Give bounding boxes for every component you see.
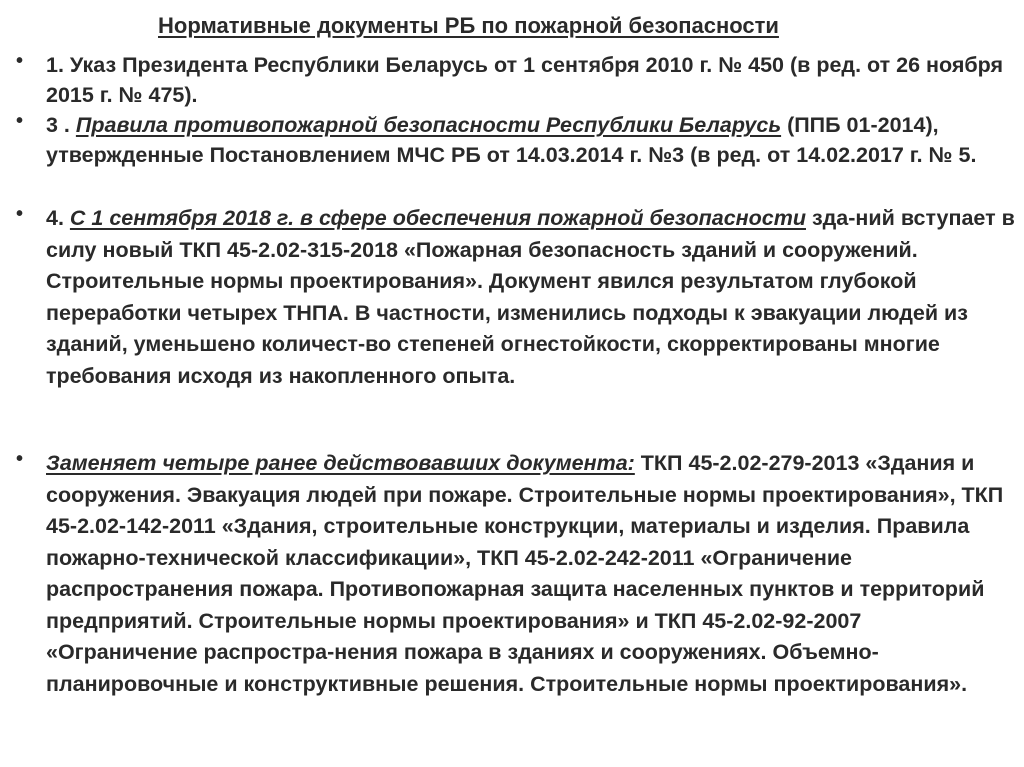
list-item-text (46, 448, 1016, 700)
list-item-text (46, 110, 1016, 170)
list-item (16, 50, 1016, 110)
list-item-text (46, 203, 1016, 392)
emphasized-title: Заменяет четыре ранее действовавших документа: (46, 451, 635, 475)
bullet-marker: • (16, 50, 24, 72)
list-item-text: 1. Указ Президента Республики Беларусь от 1 сентября 2010 г. № 450 (в ред. от 26 ноября 2015 г. № 475). (46, 53, 1004, 107)
list-item (16, 203, 1016, 392)
bullet-marker: • (16, 110, 24, 132)
item-body: ТКП 45-2.02-279-2013 «Здания и сооружения. Эвакуация людей при пожаре. Строительные нормы проектирования», ТКП 45-2.02-142-2011 «Здания, строительные конструкции, материалы и изделия. Правила пожарно-технической классификации», ТКП 45-2.02-242-2011 «Ограничение распространения пожара. Противопожарная защита населенных пунктов и территорий предприятий. Строительные нормы проектирования» и ТКП 45-2.02-92-2007 «Ограничение распростра-нения пожара в зданиях и сооружениях. Объемно-планировочные и конструктивные решения. Строительные нормы проектирования». (46, 451, 1004, 696)
item-body: (ППБ 01-2014), утвержденные Постановлением МЧС РБ от 14.03.2014 г. №3 (в ред. от 14.02.2017 г. № 5. (46, 113, 977, 167)
item-number: 4. (46, 206, 70, 230)
emphasized-title: Правила противопожарной безопасности Республики Беларусь (75, 113, 782, 137)
page-title: Нормативные документы РБ по пожарной безопасности (158, 13, 779, 38)
list-item (16, 110, 1016, 170)
bullet-marker: • (16, 203, 24, 225)
list-item (16, 448, 1016, 700)
item-number: 3 . (46, 113, 76, 137)
item-body: зда-ний вступает в силу новый ТКП 45-2.02-315-2018 «Пожарная безопасность зданий и сооружений. Строительные нормы проектирования». Документ явился результатом глубокой переработки четырех ТНПА. В частности, изменились подходы к эвакуации людей из зданий, уменьшено количест-во степеней огнестойкости, скорректированы многие требования исходя из накопленного опыта. (46, 206, 1015, 388)
bullet-marker: • (16, 448, 24, 470)
emphasized-title: С 1 сентября 2018 г. в сфере обеспечения пожарной безопасности (69, 206, 806, 230)
